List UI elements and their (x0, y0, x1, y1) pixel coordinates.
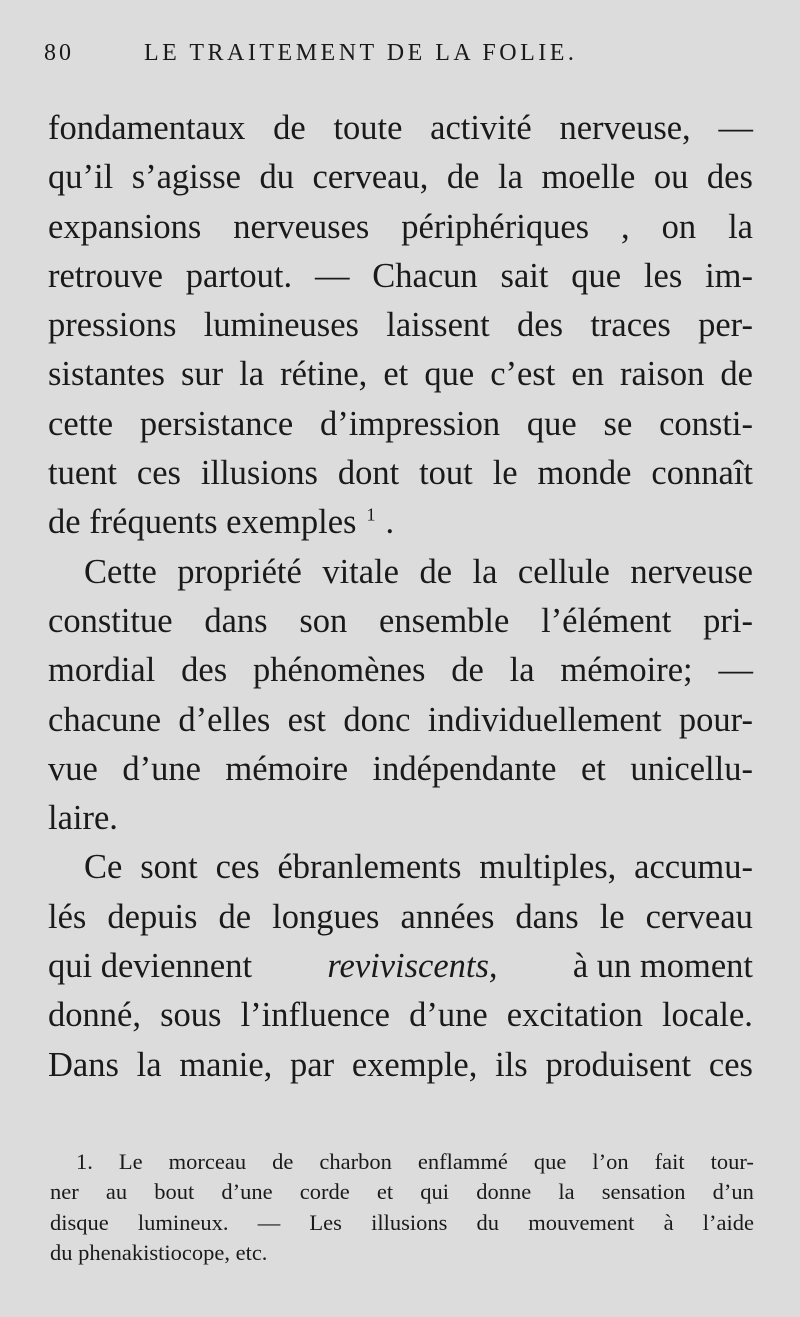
word: d’impression (319, 404, 501, 443)
word: sous (160, 996, 222, 1035)
word: à (663, 1209, 674, 1235)
word: longues (272, 897, 380, 936)
word: constitue (48, 601, 173, 640)
text-line (48, 153, 753, 202)
word: en (571, 355, 604, 394)
word: pressions (48, 306, 177, 345)
word: exemple, (351, 1045, 478, 1084)
word: lumineuses (203, 306, 359, 345)
text-line (48, 350, 753, 399)
word: que (424, 355, 475, 394)
text-line (48, 991, 753, 1040)
word: ces (215, 848, 260, 887)
word: Ce (84, 848, 123, 887)
text-line (48, 745, 753, 794)
word: chacune (48, 700, 162, 739)
word: fait (654, 1149, 685, 1174)
word: connaît (651, 454, 753, 493)
word: individuellement (427, 700, 662, 739)
word: du (476, 1209, 500, 1235)
paragraph-first-line (48, 548, 753, 597)
word: multiples, (479, 848, 617, 887)
page-header (44, 40, 704, 76)
word: toute (333, 109, 403, 147)
word: ner (50, 1179, 79, 1205)
word: de (451, 651, 484, 690)
word: ils (495, 1045, 528, 1084)
text-line (48, 252, 753, 301)
word: dans (515, 897, 579, 936)
word: illusions (200, 454, 318, 493)
word: se (603, 404, 633, 443)
word: la (472, 552, 498, 591)
word: la (498, 158, 523, 197)
word: tout (419, 454, 473, 493)
word: la (239, 355, 265, 394)
word: de (272, 1149, 294, 1174)
word: charbon (319, 1149, 392, 1174)
footnote-line (50, 1208, 754, 1238)
word: depuis (107, 897, 198, 936)
word: des (181, 651, 228, 690)
running-head: LE TRAITEMENT DE LA FOLIE. (144, 40, 578, 66)
word: vitale (322, 552, 399, 591)
text-line (48, 1041, 753, 1090)
word: locale. (661, 996, 753, 1035)
text-segment: qui deviennent (48, 947, 253, 986)
word: et (383, 355, 409, 394)
text-line-with-footnote-ref (48, 498, 753, 547)
word: traces (590, 306, 671, 345)
word: sur (180, 355, 224, 394)
word: la (509, 651, 535, 690)
word: mouvement (528, 1209, 635, 1235)
word: ces (708, 1045, 753, 1084)
word: est (287, 700, 326, 739)
text-line (48, 893, 753, 942)
footnote-ref: 1 (366, 504, 376, 525)
word: dans (204, 601, 268, 640)
word: expansions (48, 207, 202, 246)
word: de (720, 355, 753, 394)
word: sistantes (48, 355, 165, 394)
word: illusions (371, 1209, 448, 1235)
word: au (105, 1179, 128, 1205)
body-text (48, 104, 753, 1090)
word: propriété (177, 552, 302, 591)
word: périphériques (401, 207, 590, 246)
word: fondamentaux (48, 109, 246, 147)
word: c’est (490, 355, 556, 394)
word: d’un (712, 1179, 754, 1205)
word: bout (154, 1179, 195, 1205)
word: pour- (678, 700, 753, 739)
word: corde (299, 1179, 350, 1205)
page-number: 80 (44, 40, 74, 66)
word: cellule (517, 552, 610, 591)
word: ébranlements (277, 848, 462, 887)
word: nerveuse (630, 552, 753, 591)
text-line (48, 696, 753, 745)
word: et (376, 1179, 394, 1205)
word: , (621, 207, 630, 246)
word: Les (309, 1209, 342, 1235)
word: des (517, 306, 564, 345)
word: sait (500, 256, 549, 295)
text-line (48, 646, 753, 695)
word: mémoire; (560, 651, 693, 690)
word: lumineux. (137, 1209, 229, 1235)
word: l’influence (240, 996, 390, 1035)
word: d’une (221, 1179, 273, 1205)
word: s’agisse (131, 158, 241, 197)
word: mordial (48, 651, 156, 690)
footnote-marker (366, 498, 394, 547)
word: enflammé (417, 1149, 508, 1174)
text-line (48, 203, 753, 252)
footnote (50, 1147, 754, 1268)
word: du (259, 158, 294, 197)
word: donne (476, 1179, 532, 1205)
text-line: laire. (48, 799, 118, 838)
word: de (273, 109, 306, 147)
word: nerveuses (233, 207, 370, 246)
word: d’elles (178, 700, 271, 739)
paragraph-first-line (48, 843, 753, 892)
word: de (218, 897, 252, 936)
word: — (718, 109, 753, 147)
word: monde (537, 454, 632, 493)
word: qu’il (48, 158, 114, 197)
word: excitation (506, 996, 643, 1035)
text-line (48, 400, 753, 449)
text-line: de fréquents exemples (48, 503, 357, 542)
word: persistance (139, 404, 294, 443)
word: pri- (703, 601, 753, 640)
word: ces (136, 454, 181, 493)
word: la (136, 1045, 162, 1084)
word: sensation (601, 1179, 686, 1205)
text-line-with-italic (48, 942, 753, 991)
word: par (290, 1045, 335, 1084)
word: cette (48, 404, 114, 443)
word: Dans (48, 1045, 119, 1084)
word: la (558, 1179, 575, 1205)
word: les (643, 256, 683, 295)
word: Le (118, 1149, 143, 1174)
word: des (706, 158, 753, 197)
text-line (48, 104, 753, 153)
word: retrouve (48, 256, 163, 295)
word: nerveuse, (559, 109, 691, 147)
word: que (533, 1149, 567, 1174)
word: sont (140, 848, 198, 887)
word: partout. (185, 256, 293, 295)
word: im- (705, 256, 753, 295)
word: accumu- (634, 848, 753, 887)
word: on (661, 207, 697, 246)
word: l’on (592, 1149, 629, 1174)
word: lés (48, 897, 87, 936)
word: produisent (545, 1045, 692, 1084)
word: unicellu- (630, 749, 753, 788)
text-segment: à un moment (572, 947, 753, 986)
word: donné, (48, 996, 141, 1035)
word: que (571, 256, 622, 295)
word: — (314, 256, 350, 295)
word: indépendante (372, 749, 557, 788)
word: disque (50, 1209, 109, 1235)
italic-term: reviviscents, (327, 947, 498, 986)
word: le (492, 454, 518, 493)
word: Cette (84, 552, 157, 591)
word: l’aide (702, 1209, 754, 1235)
word: ensemble (379, 601, 510, 640)
footnote-ref-tail: . (385, 503, 395, 542)
word: per- (698, 306, 753, 345)
word: l’élément (541, 601, 672, 640)
footnote-line: du phenakistiocope, etc. (50, 1239, 268, 1265)
word: son (299, 601, 348, 640)
word: morceau (168, 1149, 247, 1174)
word: dont (337, 454, 400, 493)
word: vue (48, 749, 98, 788)
word: tour- (710, 1149, 754, 1174)
text-line (48, 449, 753, 498)
word: que (526, 404, 577, 443)
word: — (718, 651, 753, 690)
word: et (580, 749, 606, 788)
word: cerveau, (312, 158, 429, 197)
word: d’une (122, 749, 201, 788)
word: moelle (541, 158, 636, 197)
word: tuent (48, 454, 117, 493)
word: raison (620, 355, 705, 394)
word: le (599, 897, 625, 936)
word: qui (420, 1179, 450, 1205)
word: cerveau (645, 897, 753, 936)
word: de (446, 158, 480, 197)
word: rétine, (280, 355, 368, 394)
word: phénomènes (252, 651, 426, 690)
footnote-line (50, 1177, 754, 1207)
word: manie, (179, 1045, 273, 1084)
word: la (728, 207, 753, 246)
word: consti- (659, 404, 753, 443)
word: années (400, 897, 495, 936)
word: de (419, 552, 453, 591)
text-line (48, 301, 753, 350)
word: donc (343, 700, 411, 739)
word: mémoire (225, 749, 349, 788)
word: ou (653, 158, 689, 197)
word: laissent (386, 306, 490, 345)
word: — (257, 1209, 281, 1235)
word: 1. (76, 1149, 93, 1174)
word: d’une (409, 996, 488, 1035)
word: activité (430, 109, 532, 147)
footnote-line (50, 1147, 754, 1177)
word: Chacun (372, 256, 478, 295)
text-line (48, 597, 753, 646)
